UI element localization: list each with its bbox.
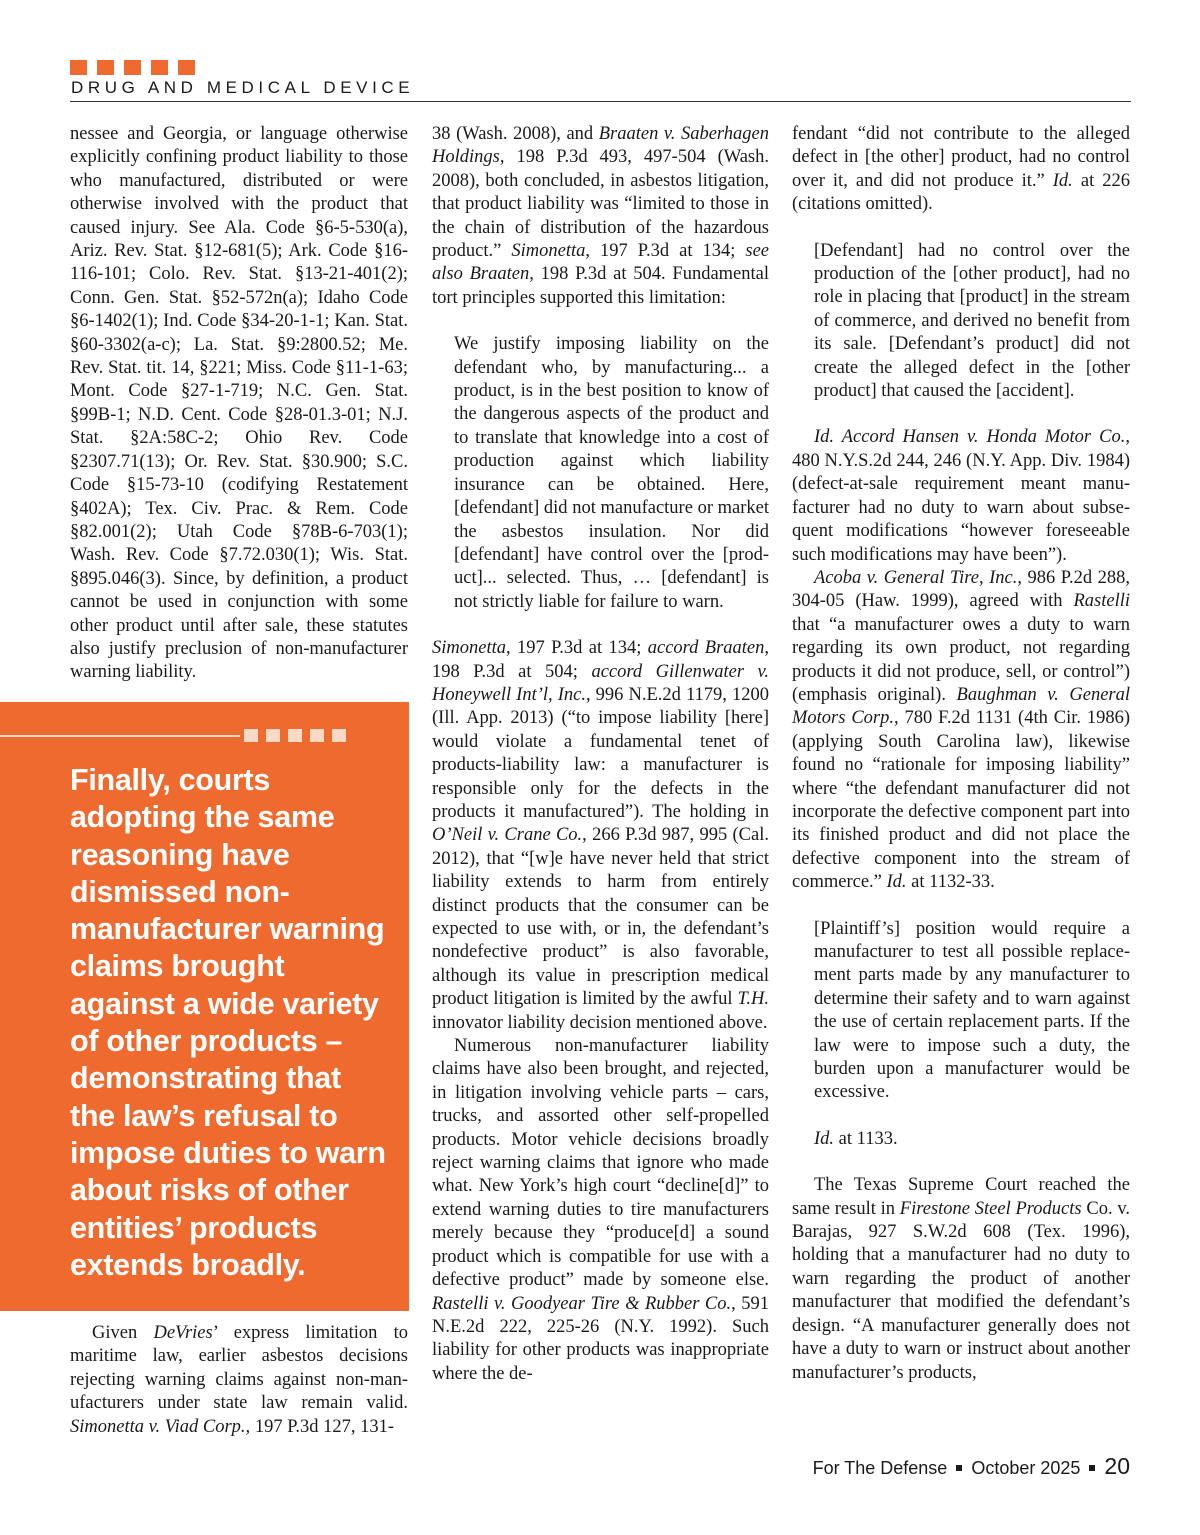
pull-quote-box: [0, 702, 409, 1311]
col3-block-quote-2: [Plaintiff’s] position would require a manufacturer to test all possible replacement parts made by any manufacturer to determine their safety and to warn against the use of certain replacement parts. If the law were to impose such a duty, the burden upon a manufacturer would be excessive.: [814, 918, 1130, 1103]
pull-quote-rule: [0, 735, 240, 737]
pull-quote-squares: [244, 729, 346, 742]
pull-quote-text: Finally, courts adopting the same reasoning have dismissed non-manufacturer warning claims brought against a wide variety of other products – demonstrating that the law’s refusal to impose duties to warn about risks of other entities’ products extends broadly.: [70, 763, 386, 1282]
footer-publication: For The Defense: [812, 1458, 948, 1478]
col2-paragraph-1: 38 (Wash. 2008), and Braaten v. Saberhagen Holdings, 198 P.3d 493, 497-504 (Wash. 2008), both concluded, in asbestos litigation, that product liability was “limited to those in the chain of distribution of the hazardous product.” Simonetta, 197 P.3d at 134; see also Braaten, 198 P.3d at 504. Fundamental tort principles supported this limitation:: [432, 124, 769, 308]
column-2: [432, 123, 769, 1386]
col3-paragraph-3: Acoba v. General Tire, Inc., 986 P.2d 288, 304-05 (Haw. 1999), agreed with Rastelli that “a manufacturer owes a duty to warn regarding its own product, not regarding products it did not produce, sell, or control”) (emphasis original). Baughman v. General Motors Corp., 780 F.2d 1131 (4th Cir. 1986) (applying South Carolina law), likewise found no “rationale for imposing liability” where “the defendant manufacturer did not incorporate the defective component part into its finished product and did not place the defective component into the stream of commerce.” Id. at 1132-33.: [792, 567, 1130, 893]
page-number: 20: [1104, 1453, 1130, 1479]
col3-paragraph-1: fendant “did not contribute to the alleged defect in [the other] product, had no control over it, and did not produce it.” Id. at 226 (citations omitted).: [792, 124, 1130, 215]
col2-paragraph-2: Simonetta, 197 P.3d at 134; accord Braaten, 198 P.3d at 504; accord Gillenwater v. Honeywell Int’l, Inc., 996 N.E.2d 1179, 1200 (Ill. App. 2013) (“to impose liability [here] would violate a fundamental tenet of products-liability law: a manufacturer is responsible only for the defects in the products it manufactured”). The holding in O’Neil v. Crane Co., 266 P.3d 987, 995 (Cal. 2012), that “[w]e have never held that strict liability extends to harm from entirely distinct products that the consumer can be expected to use with, or in, the defendant’s nondefective product” is also favorable, although its value in prescription medical product litigation is limited by the awful T.H. innovator liability decision mentioned above.: [432, 638, 770, 1033]
column-3: [792, 123, 1130, 1385]
col2-block-quote: We justify imposing liability on the defendant who, by manufacturing... a product, is in the best position to know of the dangerous aspects of the product and to translate that knowledge into a cost of production against which liability insurance can be obtained. Here, [defendant] did not manufacture or market the asbestos insulation. Nor did [defendant] have control over the [product]... selected. Thus, … [defendant] is not strictly liable for failure to warn.: [454, 334, 769, 612]
column-1-bottom: [70, 1322, 408, 1439]
col3-paragraph-5: The Texas Supreme Court reached the same result in Firestone Steel Products Co. v. Barajas, 927 S.W.2d 608 (Tex. 1996), holding that a manufacturer had no duty to warn regarding the product of another manufacturer that modified the defendant’s design. “A manufacturer generally does not have a duty to warn or instruct about another manufacturer’s products,: [792, 1175, 1130, 1383]
col3-paragraph-2: Id. Accord Hansen v. Honda Motor Co., 480 N.Y.S.2d 244, 246 (N.Y. App. Div. 1984) (defect-at-sale requirement meant manufacturer had no duty to warn about subsequent modifications “however foreseeable such modifications may have been”).: [792, 427, 1130, 565]
header-squares: [70, 60, 195, 75]
footer-separator-dot: [1089, 1465, 1095, 1471]
col3-block-quote-1: [Defendant] had no control over the production of the [other product], had no role in placing that [product] in the stream of commerce, and derived no benefit from its sale. [Defendant’s product] did not create the alleged defect in the [other product] that caused the [accident].: [814, 240, 1130, 402]
col3-citation: Id. at 1133.: [814, 1128, 898, 1149]
column-1: [70, 123, 408, 685]
footer-separator-dot: [956, 1465, 962, 1471]
col1-paragraph: nessee and Georgia, or language otherwise explicitly confining product liability to those who manufactured, distributed or were otherwise involved with the product that caused injury. See Ala. Code §6-5-530(a), Ariz. Rev. Stat. §12-681(5); Ark. Code §16-116-101; Colo. Rev. Stat. §13-21-401(2); Conn. Gen. Stat. §52-572n(a); Idaho Code §6-1402(1); Ind. Code §34-20-1-1; Kan. Stat. §60-3302(a-c); La. Stat. §9:2800.52; Me. Rev. Stat. tit. 14, §221; Miss. Code §11-1-63; Mont. Code §27-1-719; N.C. Gen. Stat. §99B-1; N.D. Cent. Code §28-01.3-01; N.J. Stat. §2A:58C-2; Ohio Rev. Code §2307.71(13); Or. Rev. Stat. §30.900; S.C. Code §15-73-10 (codifying Restatement §402A); Tex. Civ. Prac. & Rem. Code §82.001(2); Utah Code §78B-6-703(1); Wash. Rev. Code §7.72.030(1); Wis. Stat. §895.046(3). Since, by definition, a product cannot be used in conjunction with some other product until after sale, these statutes also justify preclusion of non-manufacturer warning liability.: [70, 124, 408, 683]
col2-paragraph-3: Numerous non-manufacturer liability claims have also been brought, and rejected, in litigation involving vehicle parts – cars, trucks, and assorted other self-propelled products. Motor vehicle decisions broadly reject warning claims that ignore who made what. New York’s high court “decline[d]” to extend warning duties to tire manufacturers merely because they “produce[d] a sound product which is compatible for use with a defective product” made by someone else. Rastelli v. Goodyear Tire & Rubber Co., 591 N.E.2d 222, 225-26 (N.Y. 1992). Such liability for other products was inappropriate where the de-: [432, 1036, 769, 1384]
col1-paragraph-2: Given DeVries’ express limitation to maritime law, earlier asbestos decisions rejecting warning claims against non-manufacturers under state law remain valid. Simonetta v. Viad Corp., 197 P.3d 127, 131-: [70, 1323, 408, 1437]
section-label: DRUG AND MEDICAL DEVICE: [71, 78, 415, 97]
page-footer: [813, 1453, 1130, 1480]
footer-issue: October 2025: [971, 1458, 1081, 1478]
header-rule: [70, 101, 1131, 102]
